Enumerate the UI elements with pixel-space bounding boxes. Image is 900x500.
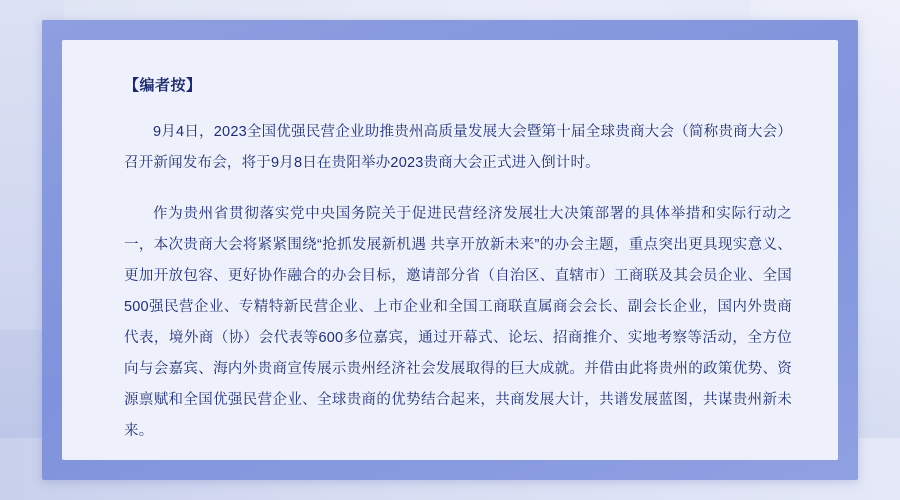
article-card (62, 40, 838, 460)
article-paragraph-2: 作为贵州省贯彻落实党中央国务院关于促进民营经济发展壮大决策部署的具体举措和实际行动之一，本次贵商大会将紧紧围绕“抢抓发展新机遇 共享开放新未来”的办会主题，重点突出更具现实意义、更加开放包容、更好协作融合的办会目标，邀请部分省（自治区、直辖市）工商联及其会员企业、全国500强民营企业、专精特新民营企业、上市企业和全国工商联直属商会会长、副会长企业，国内外贵商代表，境外商（协）会代表等600多位嘉宾，通过开幕式、论坛、招商推介、实地考察等活动，全方位向与会嘉宾、海内外贵商宣传展示贵州经济社会发展取得的巨大成就。并借由此将贵州的政策优势、资源禀赋和全国优强民营企业、全球贵商的优势结合起来，共商发展大计，共谱发展蓝图，共谋贵州新未来。 (124, 206, 792, 439)
editor-note-label: 【编者按】 (124, 77, 202, 94)
article-paragraph-1: 9月4日，2023全国优强民营企业助推贵州高质量发展大会暨第十届全球贵商大会（简称贵商大会）召开新闻发布会，将于9月8日在贵阳举办2023贵商大会正式进入倒计时。 (124, 124, 792, 171)
article-body (62, 40, 838, 460)
